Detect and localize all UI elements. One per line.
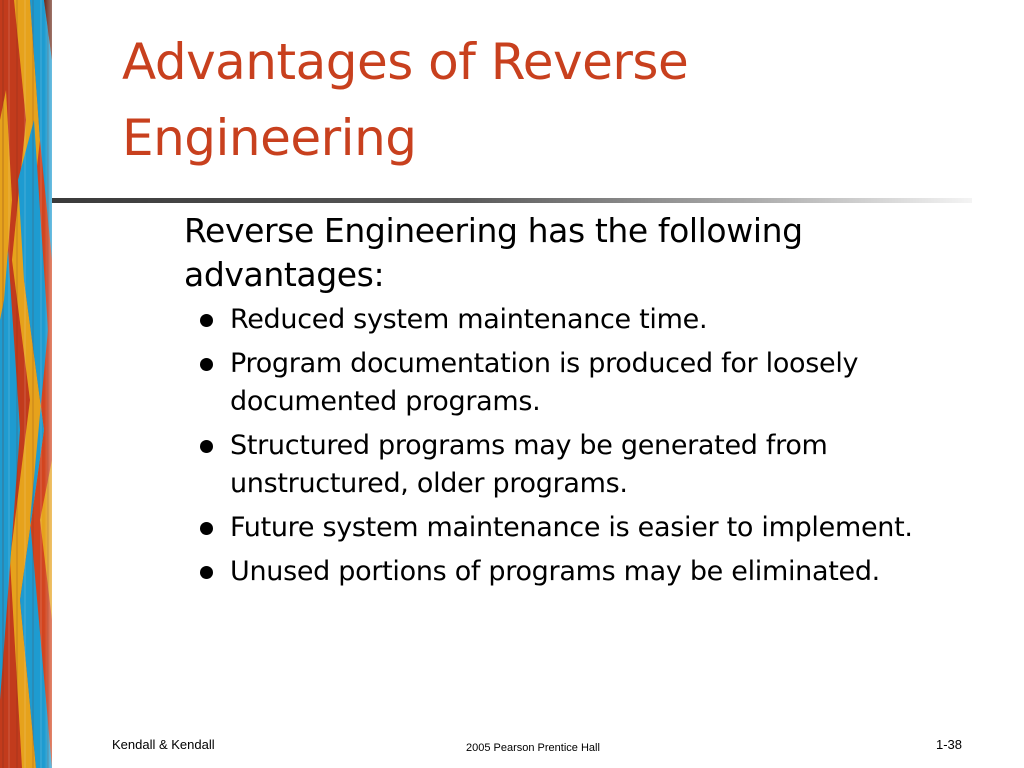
slide-body xyxy=(184,209,984,597)
footer-publisher: 2005 Pearson Prentice Hall xyxy=(466,742,600,754)
list-item-text: Future system maintenance is easier to implement. xyxy=(230,512,913,543)
list-item xyxy=(184,427,984,503)
bullet-icon xyxy=(200,440,213,453)
bullet-icon xyxy=(200,522,213,535)
title-divider xyxy=(52,198,972,203)
footer-authors: Kendall & Kendall xyxy=(112,737,215,752)
list-item xyxy=(184,509,984,547)
slide-number: 1-38 xyxy=(936,737,963,752)
slide-title-line-1: Advantages of Reverse xyxy=(122,33,689,91)
list-item-text: Program documentation is produced for loosely documented programs. xyxy=(230,348,859,417)
advantages-list xyxy=(184,301,984,591)
intro-text: Reverse Engineering has the following advantages: xyxy=(184,211,803,294)
list-item xyxy=(184,301,984,339)
list-item-text: Unused portions of programs may be eliminated. xyxy=(230,556,880,587)
bullet-icon xyxy=(200,566,213,579)
list-item xyxy=(184,345,984,421)
list-item-text: Structured programs may be generated from unstructured, older programs. xyxy=(230,430,828,499)
bullet-icon xyxy=(200,314,213,327)
slide-title-line-2: Engineering xyxy=(122,109,417,167)
decorative-stripe-bar xyxy=(0,0,52,768)
bullet-icon xyxy=(200,358,213,371)
list-item xyxy=(184,553,984,591)
slide-title xyxy=(122,24,982,176)
list-item-text: Reduced system maintenance time. xyxy=(230,304,708,335)
